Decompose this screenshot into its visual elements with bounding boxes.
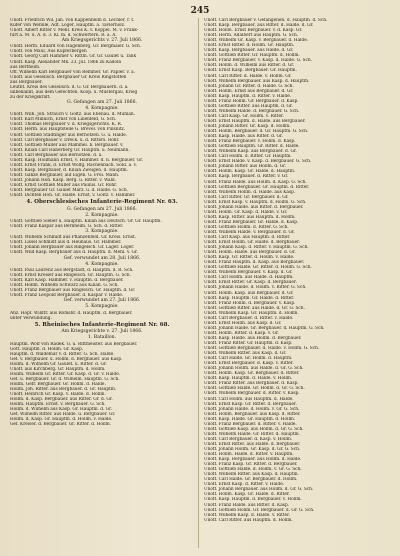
casualty-entry: Unoff. Franz Kaspar aus Bernheim. G. Sch. d. Ritter.	[10, 224, 124, 230]
casualty-entry: Unoff. Hollm. Halde. aus Bergbauer. d. Gr.	[204, 250, 296, 256]
casualty-entry: unter Verwundung.	[10, 315, 52, 321]
casualty-entry: zu der Kriegskraft.	[10, 94, 51, 100]
casualty-entry: Gef. Kreiser. d. Bergbauer. Gr. Ritter. d. Hollm.	[10, 422, 112, 428]
casualty-entry: Unoff. Franz Halde. aus Ritter. d. Kasp.	[204, 502, 290, 508]
casualty-entry: Unoff. Wilhelm Bergbauer. aus Kasp. d. Hauptm.	[204, 78, 310, 84]
casualty-entry: Hollm. d. Kasp. Bergbauer. aus Ritter. Gr. d. Gr.	[10, 397, 113, 403]
casualty-entry: Unoff. Franz Bergbauer. d. Ritter. v. Halde.	[204, 421, 297, 427]
casualty-entry: Unoff. Gottlieb Hauptm. Gr. Ritter. d. Halde.	[204, 144, 300, 150]
casualty-entry: Off. Wilhelm Karl Bergbauer von Remmer. Gr. Papler. v. a.	[10, 69, 135, 75]
casualty-entry: Unoff. Ernst Ritter. d. Hollm. Gr. Hauptm.	[204, 43, 295, 49]
casualty-entry: Unoff. Franz Bergbauer. v. Hollm. d. Kasp.	[204, 139, 296, 145]
casualty-entry: Unoff. Friedrich Wil. Jäh. von Kappenheim d. Lechler, r. t.	[10, 18, 135, 23]
casualty-entry: Unoff. Hollm. Kasp. aus Bergbauer. d. Gr.	[204, 290, 294, 296]
casualty-entry: Unoff. Gottlieb Halde. Gr. Ritter. d. Hollm. G. Sch.	[204, 265, 312, 271]
casualty-entry: Unoff. Franz Ritter. Gr. Hauptm. d. Kasp.	[204, 341, 293, 346]
casualty-entry: Unoff. Ernst Gottlieb Müller aus Paulus. Gr. Rohr.	[10, 182, 118, 188]
page-number: 245	[190, 6, 210, 16]
casualty-entry: Unoff. Franz Hauptm. d. Kasp. aus Bergbauer.	[204, 260, 305, 266]
casualty-entry: Unoff. Hollm. Ernst Bergbauer. v. d. Kasp. Gr.	[204, 28, 303, 34]
casualty-entry: Unoff. Ernst Ritter. aus Halde. d. Bergbauer.	[204, 441, 301, 447]
casualty-entry: Unoff. Ernst Kasp. d. Ritter. v. Halde.	[204, 482, 285, 488]
casualty-entry: Unoff. Franz Bergbauer. v. Kasp. d. Halde. G. Sch.	[204, 58, 312, 64]
casualty-entry: Unoff. Gottlieb Müller aus Mammel. b. Bergbauer. v.	[10, 142, 124, 148]
casualty-entry: Unoff. von Maul, Aus Kupferbergen	[10, 49, 87, 55]
casualty-entry: Unoff. Hollm. Halde. d. Ritter. v. Hauptm.	[204, 452, 294, 458]
casualty-entry: Unoff. Hollm. Kasp. Gr. Halde. d. Ritter.	[204, 492, 290, 498]
casualty-entry: Unoff. Carl Kasp. Gr. Hollm. v. Ritter.	[204, 113, 284, 119]
casualty-entry: Unoff. Hollm. Bergbauer. aus Kasp. d. Ritter.	[204, 411, 301, 417]
left-column	[10, 18, 194, 550]
casualty-entry: Unoff. Hollm. Ritter. d. Kasp. v. Gr.	[204, 330, 279, 336]
casualty-entry: Unoff. Carl Bergbauer aus Bernotzen. d. a.	[10, 152, 103, 158]
casualty-entry: Unoff. Gottlieb Kasp. aus Hollm. d. Gr. G. Sch.	[204, 426, 304, 432]
casualty-entry: Gott. Hauptm. d. Hollm. Gr. Kasp.	[10, 346, 84, 352]
casualty-entry: Unoff. aus Gesellsch. Bergbauer Gr. Kreis Ringstoffen	[10, 74, 127, 80]
casualty-entry: Unoff. Wilhelm Ritter. aus Kasp. d. Gr.	[204, 351, 287, 357]
section-heading: 5. Rheinisches Infanterie-Regiment Nr. 68.	[34, 321, 170, 328]
casualty-entry: Unoff. Dichten Hoh. Gr. Halde. Ernst, v. Goltz. v. Hammer.	[10, 193, 136, 199]
casualty-entry: Unoff. Kasp. Hauptm. d. Bergbauer. v. Hollm.	[204, 497, 302, 503]
casualty-entry: Unoff. Herm. Eduard von Hagenberg, Gr. Bergmaier. G. Sch.	[10, 44, 142, 50]
casualty-entry: Unoff. Gottlieb Ritter. aus Hauptm. d. Gr.	[204, 103, 293, 109]
casualty-entry: Unoff. Carl Bergbauer v. Gefangenen. d. Hauptm. d. Sch.	[204, 18, 328, 23]
casualty-entry: Hollm. Hauptm. Ernst. v. Bergbauer. G. Sch.	[10, 402, 106, 408]
casualty-entry: Hollm. d. Wilhelm Gr. Gaulet. u. Ritter. d. Gr.	[10, 361, 107, 367]
casualty-entry: Hauptm. Wolf von Radek. G. u. Rittmeister. aus Bergbauer.	[10, 341, 138, 347]
casualty-entry: Unoff. Kasp. Hauptm. d. Halde. v. Hollm.	[204, 376, 293, 382]
casualty-entry: Ahz. Hopf. Wildtr. aus Romsbr. d. Hauptm. d. Bergbauer.	[10, 310, 133, 316]
casualty-entry: aus Bertheim.	[10, 64, 41, 70]
casualty-entry: Unoff. Kasp. Halde. Gr. Hauptm. d. Hollm.	[204, 416, 296, 422]
casualty-entry: Unoff. Gottlieb Hollm. d. Ritter. G. Sch.	[204, 224, 289, 230]
casualty-entry: Unoff. Kasp. Bergbauer. aus Halde. d. Gr.	[204, 48, 294, 54]
subsection-label: 4. Kompagnie.	[85, 106, 119, 112]
casualty-entry: Unoff. Wilhelm Kasp. aus Bergbauer. d. Gr.	[204, 149, 297, 155]
casualty-entry: Unoff. Franz Bergbauer. Gr. Halde. d. Kasp.	[204, 219, 299, 225]
casualty-entry: Unoff. Wild Kasp. Bergbauer aus d. Hauptm. d. Mehl. v. Gr.	[10, 250, 138, 256]
casualty-entry: Unoff. Gottlieb Halde. d. Hollm. v. Gr. G. Sch.	[204, 467, 302, 473]
casualty-entry: Gef. u. Bergbauer. Gr. d. Wilhelm. Hauptm. G. Sch.	[10, 376, 120, 382]
casualty-entry: Unoff. Ernst Kreiser aus Ringelsch. Gr. Hauptm. G. Sch.	[10, 272, 131, 278]
casualty-entry: Unoff. Kasp. Bergbauer. d. Ritter. v. Gr.	[204, 174, 289, 180]
casualty-entry: Unoff. Johann Hollm. aus Halde. d. Gr. G. Sch.	[204, 366, 304, 372]
casualty-entry: Unoff. Gottlieb Sieber u. Hauptm. Kilian aus Deutsch. Gr. Gr. Hauptm.	[10, 219, 162, 225]
casualty-entry: Unoff. Gottlieb Halde. Gr. Hollm. d. Gr. G. Sch.	[204, 386, 305, 392]
casualty-entry: unbekannt, aus dem Gefechten. Koop. u. Mustergau, Krieg	[10, 89, 138, 95]
casualty-entry: Unoff. Hollm. Wilhelm Schwarz aus Kilian. G. Sch.	[10, 283, 119, 289]
casualty-entry: Unoff. Wilhelm Hollm. d. Halde. aus Kasp.	[204, 189, 296, 195]
casualty-entry: Unoff. Wilhelm Bergbauer. d. Ritter. v. Kasp.	[204, 391, 300, 397]
casualty-entry: Unoff. Kasp. Halde. aus Ritter. d. Gr.	[204, 134, 283, 140]
casualty-entry: Unoff. Gottlieb Ritter. Gr. Hauptm. d. Hollm.	[204, 53, 300, 59]
casualty-entry: Unoff. Kasp. Bergbauer, aus Ritter. d. Halde. d. Gr.	[204, 23, 314, 29]
casualty-entry: Unoff. Carl Kasp. aus Hauptm. d. Ritter.	[204, 235, 291, 241]
casualty-entry: Unoff. Franz Hollm. Gr. Bergbauer. d. Kasp.	[204, 98, 299, 104]
casualty-entry: Unoff. Franz Halde. aus Hollm. d. Kasp. G. Sch.	[204, 179, 307, 185]
casualty-entry: Unoff. Franz Kasp. Gr. Ritter. d. Bergbauer.	[204, 462, 298, 468]
casualty-entry: Unoff. Gottlieb Hollm. Gr. Bergbauer. d. Gr. G. Sch.	[204, 507, 315, 513]
casualty-entry: Unoff. aus Kirchberg. Gr. Hauptm. d. Hollm.	[10, 366, 106, 372]
casualty-entry: Unoff. Kasp. Gr. Ritter. d. Hollm. v. Halde.	[204, 255, 295, 261]
casualty-entry: Unoff. Thomas Bergbauer v. d. Kriegsgerichts. K. R.	[10, 122, 123, 128]
casualty-entry: Unoff. Carl Bergbauer v. Dreck. u. d. Ritters. Rohr.	[10, 137, 120, 143]
casualty-entry: Hauptm. d. Waldemar v. d. Ritter. G. Sch. Halde.	[10, 351, 115, 357]
casualty-entry: Unoff. Ernst Hollm. aus Kasp. d. Gr.	[204, 320, 282, 326]
casualty-entry: Unoff. Franz Bergbauer aus Ringelsch. Gr. Hauptm. d. Gr.	[10, 288, 136, 294]
casualty-entry: Unoff. Johann Ritter. aus Hollm. d. Gr.	[204, 164, 287, 170]
casualty-entry: Unoff. Hollm. Kasp. Gr. Bergbauer. d. Ritter.	[204, 371, 300, 377]
casualty-entry: Unoff. Ernst Kasp. Gr. Ritter. d. Bergbauer.	[204, 401, 297, 407]
casualty-entry: Unoff. Johann Ritter. Gr. Kasp. d. Hollm.	[204, 123, 291, 129]
subsection-label: 1. Bataillon.	[87, 335, 117, 341]
casualty-entry: Hollm. Joh. Ritter. aus Bergbauer. d. Gr. Hauptm.	[10, 387, 117, 393]
casualty-entry: Unoff. Ernst Frank, d. Ernst Wolfg. Rachenbach. Sold. a. v.	[10, 162, 137, 168]
casualty-entry: Unoff. Wilhelm Ritter. aus Kasp. d. Hauptm.	[204, 472, 299, 478]
casualty-entry: Unoff. Johann Bergbauer. aus Hollm. d. Gr. G. Sch.	[204, 487, 314, 493]
casualty-entry: Unoff. Carl Halde. Gr. Hollm. d. Hauptm.	[204, 356, 293, 362]
casualty-entry: Unoff. Kasp. Halde. aus Hollm. d. Bergbauer.	[204, 335, 302, 341]
casualty-entry: Unoff. Ernst Ritter. Gr. Kasp. d. Bergbauer.	[204, 280, 297, 286]
casualty-entry: Unoff. Wilhelm Halde. v. Bergbauer. d. Gr.	[204, 229, 295, 235]
casualty-entry: Unoff. Kasp. Hauptm. d. Ritter. v. Halde.	[204, 93, 292, 99]
casualty-entry: Unoff. Georg Carl Hammer v. Rittm. Gr. Gr. Gaulet u. Tank	[10, 54, 137, 60]
casualty-entry: Unoff. Kasp. Ritter. aus Hauptm. d. Hollm.	[204, 214, 296, 220]
casualty-entry: Unoff. Johann Halde. Gr. Bergbauer. d. Hauptm. G. Sch.	[204, 325, 325, 331]
casualty-entry: Unoff. Hollm. Kasp. Gr. Halde. d. Hauptm.	[204, 169, 296, 175]
column-divider	[198, 18, 199, 548]
casualty-entry: Unoff. Gottlieb Bergbauer. d. Halde. v. Hollm. G. Sch.	[204, 346, 320, 352]
casualty-entry: Unoff. Carl Bergbauer. d. Ritter. v. Halde.	[204, 315, 294, 321]
casualty-entry: Unoff. Carl Ritter. d. Halde. v. Hollm. Gr.	[204, 73, 292, 79]
subsection-label: Gef. verwundet am 27. Juli 1866.	[63, 298, 141, 304]
casualty-entry: Unoff. Ganze Bergbauer, auf Eigen. G. Frei. Manh.	[10, 172, 120, 178]
casualty-entry: Unoff. Ernst Hauptm. d. Halde. aus Bergbauer.	[204, 118, 306, 124]
casualty-entry: Unoff. Johann Kasp. d. Ritter. v. Hauptm. G. Sch.	[204, 245, 309, 251]
casualty-entry: Unoff. Johann Hollm. Gr. Kasp. d. Gr. G. Sch.	[204, 446, 301, 452]
casualty-entry: Unoff. Johann Halde. d. Hollm. v. Gr. G. Sch.	[204, 406, 300, 412]
casualty-entry: Unoff. Carl Ritter. Gr. Bergbauer. d. Gr.	[204, 194, 289, 200]
casualty-entry: Unoff. Kasp. Bergbauer. aus Hollm. d. Halde.	[204, 457, 302, 463]
casualty-entry: Unoff. Carl Hollm. d. Ritter. Gr. Hauptm.	[204, 154, 292, 160]
casualty-entry: Unoff. Wilhelm Gr. Kasp. v. Bergbauer. d. Halde.	[204, 38, 309, 44]
casualty-entry: Unoff. Wilhelm Halde. d. Bergbauer. G. Sch.	[204, 108, 300, 114]
casualty-entry: Hollm. Wilhelm Gr. Ritter. Gr. Kasp. d. Gr. v. Halde.	[10, 371, 121, 377]
casualty-entry: Unoff. Wilh. Joh. Strauch v. Goltz. aus Ebenau. d. Mühlan.	[10, 112, 135, 118]
casualty-entry: Unoff. Kasp. Hauptm. Gr. Halde. d. Ritter.	[204, 295, 295, 301]
casualty-entry: Unoff. Johann Bergbauer aus Ringelsch. Gr. Lager. Loger.	[10, 245, 135, 251]
casualty-entry: Unoff. Ernst Hollm. Gr. Halde. d. Bergbauer.	[204, 240, 301, 246]
casualty-entry: Unoff. Wilhelm Kasp. Gr. Hauptm. d. Hollm.	[204, 310, 299, 316]
casualty-entry: Hollm. Gefr. Bergbauer. Gr. Hollm. d. Halde.	[10, 381, 106, 387]
subsection-label: 3. Kompagnie.	[85, 229, 119, 235]
casualty-entry: Unoff. Hollm. d. Wilhelm aus Ritter. d. Gr.	[204, 63, 295, 69]
casualty-entry: Unoff. Lissel Schmidt aus d. Heuhaus. Gr. Hammer.	[10, 240, 122, 246]
casualty-entry: Unoff. Kasp. Hollmann Ernst, v. Hammer. d. h. Bergbauer, Gr.	[10, 157, 144, 163]
casualty-entry: Unoff. Carl Ritter. aus Hauptm. d. Hollm.	[204, 517, 293, 523]
subsection-label: 5. Kompagnie.	[85, 304, 119, 310]
casualty-entry: Unoff. Ernst Halde. v. Kasp. d. Bergbauer. G. Sch.	[204, 159, 312, 165]
casualty-entry: Unoff. Albert Ritter v. Mehl. Kreis K. v. Koppel. M. v. Frank-	[10, 28, 139, 34]
casualty-entry: Gef. v. Bergbauer. u. Hollm. d. Bergbauer. aus Kasp.	[10, 356, 123, 362]
casualty-entry: Hollm. d. Wilhelm aus Kasp. Gr. Hauptm. d. Gr.	[10, 407, 112, 413]
subsection-label: G. Gefangen am 27. Juli 1866.	[67, 206, 137, 212]
subsection-label: G. Gefangen am 27. Juli 1866.	[67, 99, 137, 105]
casualty-entry: Unoff. Bergbauer Gr. Gaulet Marz. u. d. Halde. G. Sch.	[10, 188, 128, 194]
casualty-entry: Unoff. Franz Ritter. aus Bergbauer. d. Kasp.	[204, 381, 299, 387]
casualty-entry: Unoff. Gottlieb Bergbauer. Gr. Hauptm. d. Ritter.	[204, 184, 310, 190]
casualty-entry: Unoff. Ernst Bergbauer. d. Kasp. v. Ritter.	[204, 361, 294, 367]
casualty-entry: Unoff. Kilian Carl Haberberg Gr. Hauptm. u. Neumann.	[10, 147, 130, 153]
casualty-entry: Hollm. d. Kasp. Gr. Hauptm. d. Hollm. v. Halde.	[10, 417, 113, 423]
casualty-entry: Unoff. Johann Halde. aus Ritter. d. Bergbauer.	[204, 204, 304, 210]
casualty-entry: Unoff. Johann Halde. d. Hollm. v. Ritter. G. Sch.	[204, 285, 307, 291]
casualty-entry: Unoff. Wilhelm Schmidt aus Pflanzenfeld. Gr. Kreis. Ernst.	[10, 235, 136, 241]
casualty-entry: Unoff. Gottlieb Stadtinger aus Bernotzen. G. u. Halde.	[10, 132, 127, 138]
casualty-entry: Unoff. Wilhelm Halde. Gr. Ritter. d. Hauptm.	[204, 431, 300, 437]
casualty-entry: Unoff. Carl Hollm. aus Halde. d. Hauptm.	[204, 275, 294, 281]
section-heading: 4. Oberschlesisches Infanterie-Regiment Nr. 63.	[26, 199, 178, 206]
casualty-entry: Unoff. Hollm. Bergbauer. d. Gr. Hauptm. G. Sch.	[204, 129, 309, 135]
casualty-entry: Unoff. Wilhelm Kasp. d. Halde. v. Ritter.	[204, 512, 290, 518]
casualty-entry: Unoff. Kasp. Bergbauer, d. Kilian Zweigen. d. Hauptm.	[10, 167, 128, 173]
casualty-entry: furt a. M. u. A. d. 3. Kl. m. d. Schwertern. R. a. A.	[10, 33, 117, 39]
casualty-entry: Unoff. Carl Hollm. aus Hauptm. d. Halde.	[204, 396, 294, 402]
subsection-label: 2. Kompagnie.	[85, 212, 119, 218]
casualty-entry: Unoff. Ernst Kasp. v. Hauptm. d. Hollm. G. Sch.	[204, 199, 307, 205]
casualty-entry: Unoff. Carl Bergbauer. d. Kasp. v. Hollm.	[204, 436, 293, 442]
casualty-entry: Leutnt. Kreis des Gesellsch. d. G. Gr. Bergbauern. d. a.	[10, 84, 129, 90]
subsection-label: 4. Kompagnie.	[85, 261, 119, 267]
casualty-entry: Unoff. Kasp. Alexander Mk. 23. Jul. 1866 zu Kadoln	[10, 59, 122, 65]
casualty-entry: Unoff. Hollm. Ernst aus Bergbauer. d. Gr.	[204, 88, 294, 94]
casualty-entry: Unoff. Johann Hoh. Kasp. Berg. u. Ritter. v. Wald.	[10, 177, 116, 183]
casualty-entry: Unoff. Paul Laurenz aus Bergstadt, d. Hauptm. d. R. Sch.	[10, 267, 134, 273]
casualty-entry: Küfer von Wehnle, Adt. Loger, Hauptm. a. Tavlerholz.	[10, 23, 126, 29]
casualty-entry: Unoff. Wilhelm Bergbauer. v. Kasp. d. Gr.	[204, 270, 293, 276]
casualty-entry: Gef. Wilhelm Ritter. aus Halde. u. Bergbauer. Gr.	[10, 412, 116, 418]
casualty-entry: Unoff. Herm. Adalbert aus Hauptm. G. Sch.	[204, 33, 299, 39]
subsection-label: Am Kriegsgerichte v. 27. Juli 1866.	[61, 329, 143, 335]
casualty-entry: Unoff. Carl Halde. Gr. Bergbauer. d. Hollm.	[204, 477, 298, 483]
casualty-entry: Unoff. Franz Hollm. d. Bergbauer. v. Kasp.	[204, 300, 296, 306]
right-column	[204, 18, 388, 550]
subsection-label: Gef. verwundet am 28. Juli 1866.	[63, 255, 141, 261]
casualty-entry: Unoff. Hollm. Gr. Kasp. d. Halde. v. Gr.	[204, 209, 288, 215]
casualty-entry: Unoff. Franz Leopold Bergbauer. d. Kaspar v. Halde.	[10, 293, 124, 299]
casualty-entry: Unoff. Ernst Kasp. Bergbauer. Gr. Hauptm.	[204, 68, 297, 74]
subsection-label: Am Kriegsgerichts v. 27. Juli 1866.	[61, 38, 143, 44]
casualty-entry: Unoff. Heinrich Gr. Kasp. v. Halde. d. Hollm.	[10, 392, 106, 398]
casualty-entry: Unoff. Johann Gr. Ritter. d. Halde. G. Sch.	[204, 83, 294, 89]
casualty-entry: aus Bergbauer.	[10, 79, 43, 85]
casualty-entry: Unoff. Gottlieb Ritter. aus Halde. d. Gr. G. Sch.	[204, 305, 305, 311]
casualty-entry: Unoff. Herm. aus Hauptstelle G. Brevel. von Pulsnitz.	[10, 127, 126, 133]
casualty-entry: Unoff. Karl Kasp. Hammer. v. Hauptm. d. Bergbauer.	[10, 278, 124, 283]
casualty-entry: Unoff. Karl Minnich, Ernst von Lilienfeld, G. Sch.	[10, 117, 117, 123]
